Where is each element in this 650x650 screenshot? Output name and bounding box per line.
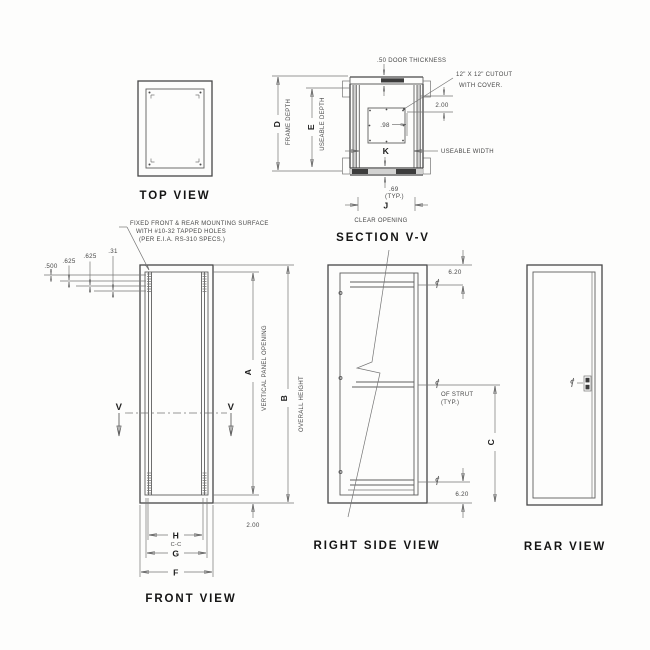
mounting-note-line2: WITH #10-32 TAPPED HOLES (136, 229, 227, 235)
dim-98: .98 (380, 122, 390, 129)
front-body (140, 265, 213, 503)
dim-500: .500 (44, 263, 58, 270)
section-cut-line (119, 413, 231, 436)
dim-letter-g: G (172, 548, 180, 559)
centerline-symbol (436, 379, 439, 388)
dim-6-20-top: 6.20 (448, 269, 462, 276)
dim-2-00-front: 2.00 (246, 522, 260, 529)
overall-height-label: OVERALL HEIGHT (299, 376, 305, 432)
rail-spacing-dimensions (44, 256, 146, 297)
dim-letter-d: D (272, 120, 282, 128)
dim-6-20-bottom: 6.20 (455, 491, 469, 498)
useable-depth-label: USEABLE DEPTH (320, 97, 326, 151)
clear-opening-label: CLEAR OPENING (354, 218, 408, 224)
dim-letter-b: B (279, 394, 289, 402)
of-strut-line1: OF STRUT (441, 392, 474, 398)
top-view-linework (138, 81, 212, 176)
section-dimensions (272, 64, 453, 211)
frame-depth-label: FRAME DEPTH (286, 98, 292, 146)
door-stiffener (381, 78, 404, 82)
vertical-panel-opening-label: VERTICAL PANEL OPENING (262, 325, 268, 411)
front-dimensions (140, 265, 294, 577)
centerline-symbol (571, 378, 574, 387)
mounting-note-line3: (PER E.I.A. RS-310 SPECS.) (139, 237, 226, 243)
rear-view-label: REAR VIEW (523, 541, 607, 553)
top-view-label: TOP VIEW (139, 190, 211, 202)
section-marker-v-right: V (227, 402, 235, 413)
right-side-view (314, 250, 500, 552)
dim-letter-k: K (382, 146, 390, 156)
dim-letter-a: A (243, 368, 253, 376)
dim-625-first: .625 (62, 258, 76, 265)
dim-letter-j: J (383, 200, 389, 211)
dim-69-typ: (TYP.) (385, 193, 404, 200)
dim-letter-c: C (486, 438, 496, 446)
rear-view (524, 265, 606, 553)
of-strut-line2: (TYP.) (441, 400, 460, 406)
dim-2-00-section: 2.00 (435, 102, 449, 109)
dim-letter-e: E (306, 123, 316, 131)
front-view-label: FRONT VIEW (145, 593, 237, 605)
dim-69: .69 (389, 186, 399, 193)
centerline-symbol (436, 279, 439, 288)
useable-width-label: USEABLE WIDTH (441, 149, 494, 155)
cutout-note-line2: WITH COVER. (459, 83, 503, 89)
right-side-dimensions (418, 250, 500, 518)
dim-letter-h: H (172, 530, 180, 541)
door-thickness-note: .50 DOOR THICKNESS (377, 58, 447, 64)
cutout-note-line1: 12" X 12" CUTOUT (456, 72, 513, 78)
section-marker-v-left: V (115, 402, 123, 413)
right-side-body (328, 250, 427, 517)
right-side-view-label: RIGHT SIDE VIEW (313, 540, 441, 552)
dim-letter-f: F (173, 567, 179, 578)
centerline-symbol (436, 476, 439, 485)
front-view (44, 221, 305, 605)
section-vv (272, 58, 512, 244)
section-vv-label: SECTION V-V (336, 232, 430, 244)
latch-symbol (571, 376, 591, 391)
dim-c-c: C-C (170, 542, 182, 548)
rear-body (527, 265, 602, 505)
break-line (348, 250, 389, 517)
mounting-note-line1: FIXED FRONT & REAR MOUNTING SURFACE (130, 221, 269, 227)
dim-31: .31 (108, 248, 118, 255)
dim-625-second: .625 (83, 253, 97, 260)
top-view (138, 81, 212, 202)
